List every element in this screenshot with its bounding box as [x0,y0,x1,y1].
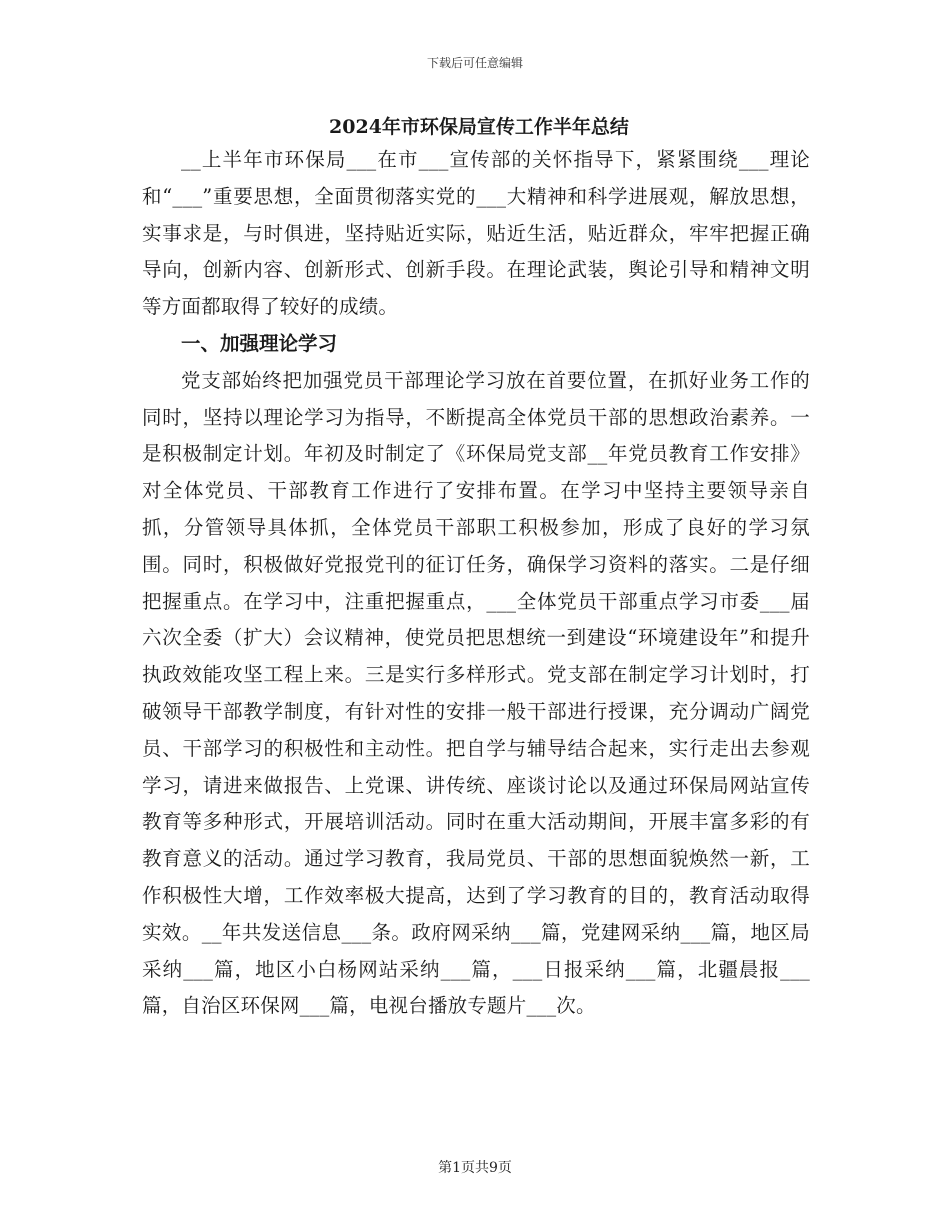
section-heading: 一、加强理论学习 [181,331,338,355]
document-title: 2024年市环保局宣传工作半年总结 [329,116,629,138]
header-note: 下载后可任意编辑 [426,56,523,70]
section-paragraph: 党支部始终把加强党员干部理论学习放在首要位置，在抓好业务工作的同时，坚持以理论学习为指导，不断提高全体党员干部的思想政治素养。一是积极制定计划。年初及时制定了《环保局党支部__年党员教育工作安排》对全体党员、干部教育工作进行了安排布置。在学习中坚持主要领导亲自抓，分管领导具体抓，全体党员干部职工积极参加，形成了良好的学习氛围。同时，积极做好党报党刊的征订任务，确保学习资料的落实。二是仔细把握重点。在学习中，注重把握重点，___全体党员干部重点学习市委___届六次全委（扩大）会议精神，使党员把思想统一到建设“环境建设年”和提升执政效能攻坚工程上来。三是实行多样形式。党支部在制定学习计划时，打破领导干部教学制度，有针对性的安排一般干部进行授课，充分调动广阔党员、干部学习的积极性和主动性。把自学与辅导结合起来，实行走出去参观学习，请进来做报告、上党课、讲传统、座谈讨论以及通过环保局网站宣传教育等多种形式，开展培训活动。同时在重大活动期间，开展丰富多彩的有教育意义的活动。通过学习教育，我局党员、干部的思想面貌焕然一新，工作积极性大增，工作效率极大提高，达到了学习教育的目的，教育活动取得实效。__年共发送信息___条。政府网采纳___篇，党建网采纳___篇，地区局采纳___篇，地区小白杨网站采纳___篇，___日报采纳___篇，北疆晨报___篇，自治区环保网___篇，电视台播放专题片___次。 [142,368,810,1018]
page-number: 第1页共9页 [438,1160,512,1176]
intro-paragraph: __上半年市环保局___在市___宣传部的关怀指导下，紧紧围绕___理论和“___”重要思想，全面贯彻落实党的___大精神和科学进展观，解放思想，实事求是，与时俱进，坚持贴近实际，贴近生活，贴近群众，牢牢把握正确导向，创新内容、创新形式、创新手段。在理论武装，舆论引导和精神文明等方面都取得了较好的成绩。 [142,148,810,319]
document-body [142,112,810,1025]
